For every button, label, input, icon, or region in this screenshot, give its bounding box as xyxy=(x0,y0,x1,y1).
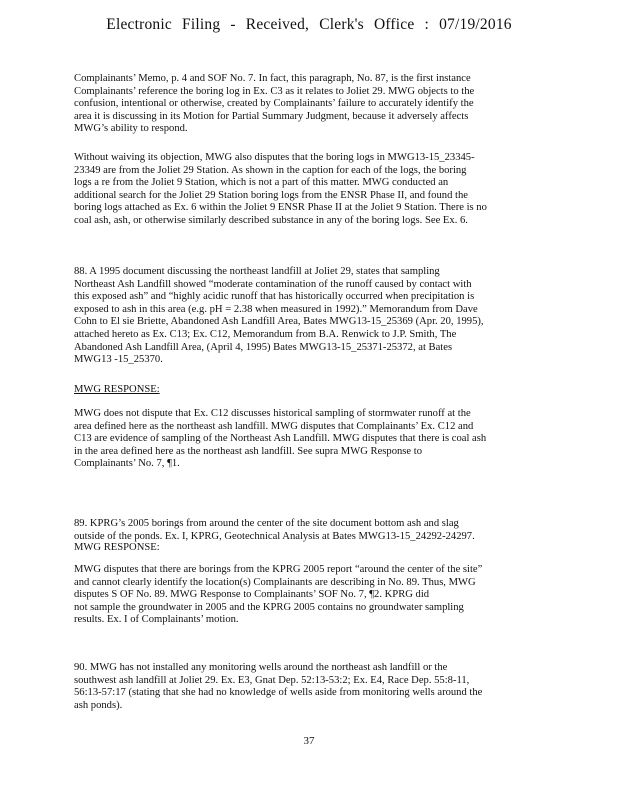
text-line: Cohn to El sie Briette, Abandoned Ash Landfill Area, Bates MWG13-15_25369 (Apr. 20, 1995), xyxy=(74,316,484,328)
text-line: boring logs attached as Ex. 6 within the Joliet 9 ENSR Phase II at the Joliet 9 Station. There is no xyxy=(74,202,487,214)
text-line: Northeast Ash Landfill showed “moderate contamination of the runoff caused by contact with xyxy=(74,278,472,290)
text-line: additional search for the Joliet 29 Station boring logs from the ENSR Phase II, and found the xyxy=(74,189,468,201)
text-line: 23349 are from the Joliet 29 Station. As shown in the caption for each of the logs, the boring xyxy=(74,164,467,176)
text-line: not sample the groundwater in 2005 and the KPRG 2005 contains no groundwater sampling xyxy=(74,601,464,613)
response-89 xyxy=(74,564,544,627)
text-line: confusion, intentional or otherwise, created by Complainants’ failure to accurately identify the xyxy=(74,98,474,110)
text-line: 88. A 1995 document discussing the northeast landfill at Joliet 29, states that sampling xyxy=(74,266,440,277)
text-line: MWG does not dispute that Ex. C12 discusses historical sampling of stormwater runoff at the xyxy=(74,408,471,419)
response-88-label xyxy=(74,384,544,397)
text-line: southwest ash landfill at Joliet 29. Ex. E3, Gnat Dep. 52:13-53:2; Ex. E4, Race Dep. 55:8-11, xyxy=(74,674,470,686)
text-line: MWG disputes that there are borings from the KPRG 2005 report “around the center of the site” xyxy=(74,564,483,575)
text-line: this exposed ash” and “highly acidic runoff that has historically occurred when precipitation is xyxy=(74,291,475,303)
text-line: Complainants’ No. 7, ¶1. xyxy=(74,458,180,470)
text-line: area it is discussing in its Motion for Partial Summary Judgment, because it adversely affects xyxy=(74,110,469,122)
text-line: in the area defined here as the northeast ash landfill. See supra MWG Response to xyxy=(74,445,423,457)
text-line: 89. KPRG’s 2005 borings from around the center of the site document bottom ash and slag xyxy=(74,518,459,529)
text-line: logs a re from the Joliet 9 Station, which is not a part of this matter. MWG conducted an xyxy=(74,177,449,189)
text-line: results. Ex. I of Complainants’ motion. xyxy=(74,614,239,626)
text-line: C13 are evidence of sampling of the Northeast Ash Landfill. MWG disputes that there is coal ash xyxy=(74,433,487,445)
text-line: disputes S OF No. 89. MWG Response to Complainants’ SOF No. 7, ¶2. KPRG did xyxy=(74,589,430,601)
paragraph-87-continuation xyxy=(74,73,544,136)
text-line: Complainants’ reference the boring log in Ex. C3 as it relates to Joliet 29. MWG objects to the xyxy=(74,85,475,97)
text-line: 56:13-57:17 (stating that she had no knowledge of wells aside from monitoring wells around the xyxy=(74,687,483,699)
text-line: MWG13 -15_25370. xyxy=(74,354,163,366)
page-number: 37 xyxy=(303,735,315,747)
text-line: and cannot clearly identify the location(s) Complainants are describing in No. 89. Thus, MWG xyxy=(74,576,476,588)
text-line: Without waiving its objection, MWG also disputes that the boring logs in MWG13-15_23345- xyxy=(74,152,475,163)
text-line: 90. MWG has not installed any monitoring wells around the northeast ash landfill or the xyxy=(74,662,448,673)
paragraph-89 xyxy=(74,518,544,543)
text-line: Complainants’ Memo, p. 4 and SOF No. 7. In fact, this paragraph, No. 87, is the first instance xyxy=(74,73,471,84)
response-label: MWG RESPONSE: xyxy=(74,542,160,553)
text-line: attached hereto as Ex. C13; Ex. C12, Memorandum from B.A. Renwick to J.P. Smith, The xyxy=(74,328,457,340)
text-line: area defined here as the northeast ash landfill. MWG disputes that Complainants’ Ex. C12 and xyxy=(74,420,474,432)
filing-header: Electronic Filing - Received, Clerk's Office : 07/19/2016 xyxy=(106,16,512,33)
text-line: outside of the ponds. Ex. I, KPRG, Geotechnical Analysis at Bates MWG13-15_24292-24297. xyxy=(74,530,475,542)
text-line: exposed to ash in this area (e.g. pH = 2.38 when measured in 1992).” Memorandum from Dave xyxy=(74,303,478,315)
response-88 xyxy=(74,408,544,471)
paragraph-88 xyxy=(74,266,544,367)
paragraph-90 xyxy=(74,662,544,712)
paragraph-objection-waiver xyxy=(74,152,544,228)
response-label: MWG RESPONSE: xyxy=(74,384,160,395)
text-line: coal ash, ash, or otherwise similarly described substance in any of the boring logs. See Ex. 6. xyxy=(74,214,468,226)
response-89-label xyxy=(74,542,544,555)
text-line: Abandoned Ash Landfill Area, (April 4, 1995) Bates MWG13-15_25371-25372, at Bates xyxy=(74,341,453,353)
text-line: MWG’s ability to respond. xyxy=(74,123,188,135)
text-line: ash ponds). xyxy=(74,699,123,711)
